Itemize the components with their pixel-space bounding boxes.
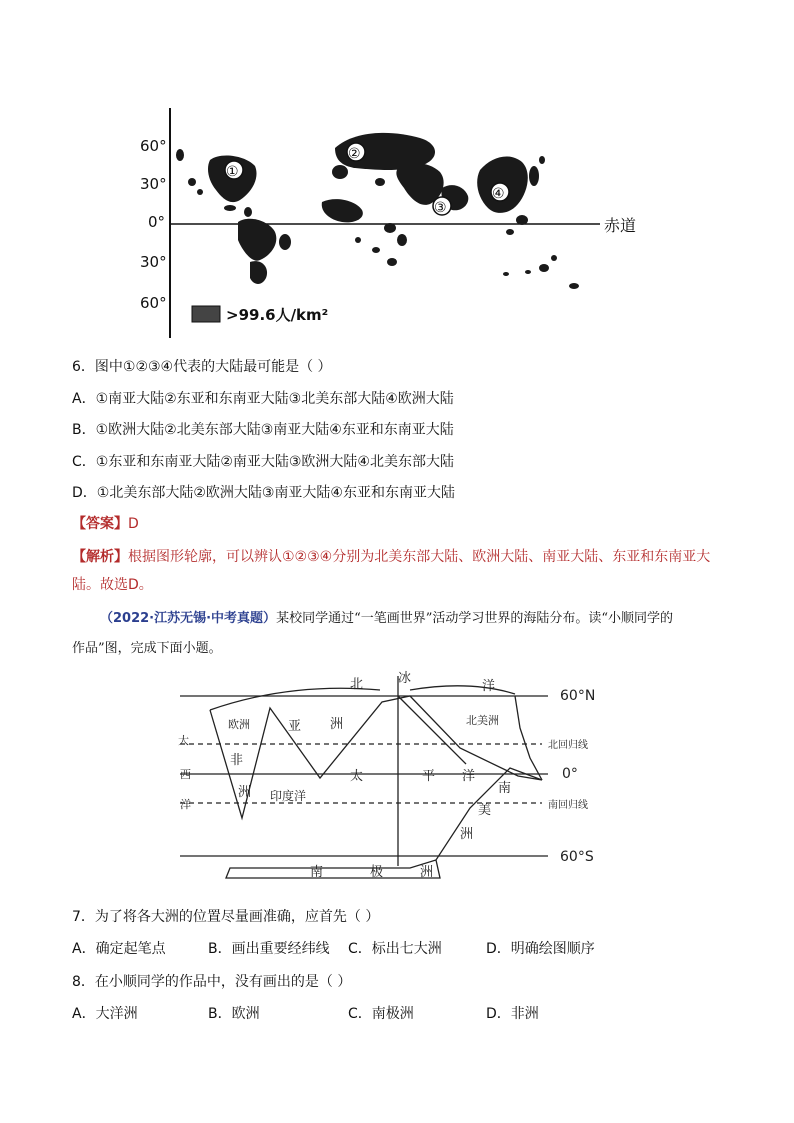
lat-label-60s: 60° bbox=[140, 294, 167, 312]
word-bing: 冰 bbox=[398, 671, 412, 686]
marker-1: ① bbox=[226, 164, 239, 180]
sketch-equator: 0° bbox=[562, 766, 578, 782]
analysis-line-1: 根据图形轮廓，可以辨认①②③④分别为北美东部大陆、欧洲大陆、南亚大陆、东亚和东南亚大 bbox=[128, 549, 711, 565]
word-nan2: 南 bbox=[310, 865, 324, 880]
answer-value: D bbox=[128, 516, 139, 532]
word-xi: 西 bbox=[180, 768, 191, 781]
lat-label-0: 0° bbox=[148, 213, 166, 231]
q6-option-d: D．①北美东部大陆②欧洲大陆③南亚大陆④东亚和东南亚大陆 bbox=[72, 485, 455, 501]
source-tag: （2022·江苏无锡·中考真题） bbox=[100, 611, 277, 626]
q6-option-b: B．①欧洲大陆②北美东部大陆③南亚大陆④东亚和东南亚大陆 bbox=[72, 422, 454, 438]
word-zhou4: 洲 bbox=[420, 865, 434, 880]
marker-2: ② bbox=[348, 146, 361, 162]
word-yang2: 洋 bbox=[180, 798, 191, 811]
marker-3: ③ bbox=[434, 200, 447, 216]
q6-answer bbox=[72, 515, 139, 533]
sketch-tropic-s: 南回归线 bbox=[548, 800, 588, 811]
q6-option-c: C．①东亚和东南亚大陆②南亚大陆③欧洲大陆④北美东部大陆 bbox=[72, 454, 454, 470]
word-yang3: 洋 bbox=[462, 769, 476, 784]
word-yang1: 洋 bbox=[482, 679, 496, 694]
word-nan: 南 bbox=[498, 781, 512, 796]
q8-option-c: C．南极洲 bbox=[348, 1006, 414, 1022]
word-da: 大 bbox=[178, 734, 189, 747]
q6-analysis-line-2: 陆。故选D。 bbox=[72, 577, 153, 593]
q7-stem: 7．为了将各大洲的位置尽量画准确，应首先（ ） bbox=[72, 909, 380, 925]
word-ji: 极 bbox=[370, 865, 384, 880]
q8-option-d: D．非洲 bbox=[486, 1006, 539, 1022]
word-zhou2: 洲 bbox=[238, 785, 252, 800]
q8-option-b: B．欧洲 bbox=[208, 1006, 260, 1022]
sketch-bottom-line: 60°S bbox=[560, 849, 594, 865]
population-blobs bbox=[176, 133, 579, 289]
word-beimeizhou: 北美洲 bbox=[466, 714, 499, 727]
population-density-map bbox=[130, 100, 640, 345]
q7-option-a: A．确定起笔点 bbox=[72, 941, 166, 957]
q7-option-b: B．画出重要经纬线 bbox=[208, 941, 330, 957]
material-intro-2: 作品”图，完成下面小题。 bbox=[72, 641, 222, 656]
q6-stem: 6．图中①②③④代表的大陆最可能是（ ） bbox=[72, 359, 332, 375]
equator-label: 赤道 bbox=[604, 216, 637, 235]
word-zhou3: 洲 bbox=[460, 827, 474, 842]
lat-label-60n: 60° bbox=[140, 137, 167, 155]
one-stroke-world-sketch bbox=[170, 668, 610, 893]
q7-option-c: C．标出七大洲 bbox=[348, 941, 442, 957]
word-zhou1: 洲 bbox=[330, 717, 344, 732]
q7-option-d: D．明确绘图顺序 bbox=[486, 941, 595, 957]
word-tai: 太 bbox=[350, 769, 364, 784]
lat-label-30n: 30° bbox=[140, 175, 167, 193]
material-intro bbox=[100, 610, 760, 628]
sketch-tropic-n: 北回归线 bbox=[548, 740, 588, 751]
q6-analysis bbox=[72, 548, 710, 566]
word-ping: 平 bbox=[422, 769, 436, 784]
q8-option-a: A．大洋洲 bbox=[72, 1006, 138, 1022]
word-bei: 北 bbox=[350, 677, 364, 692]
word-fei: 非 bbox=[230, 753, 244, 768]
intro-text-1: 某校同学通过“一笔画世界”活动学习世界的海陆分布。读“小顺同学的 bbox=[276, 611, 674, 626]
q6-option-a: A．①南亚大陆②东亚和东南亚大陆③北美东部大陆④欧洲大陆 bbox=[72, 391, 454, 407]
sketch-top-line: 60°N bbox=[560, 688, 596, 704]
q8-stem: 8．在小顺同学的作品中，没有画出的是（ ） bbox=[72, 974, 352, 990]
answer-label: 【答案】 bbox=[72, 516, 128, 532]
legend-text: >99.6人/km² bbox=[226, 306, 329, 324]
marker-4: ④ bbox=[492, 186, 505, 202]
word-ouzhou: 欧洲 bbox=[228, 718, 250, 731]
word-yinduyang: 印度洋 bbox=[270, 789, 307, 803]
lat-label-30s: 30° bbox=[140, 253, 167, 271]
analysis-label: 【解析】 bbox=[72, 549, 128, 565]
word-ya: 亚 bbox=[288, 719, 302, 734]
legend-swatch bbox=[192, 306, 220, 322]
word-mei: 美 bbox=[478, 803, 492, 818]
